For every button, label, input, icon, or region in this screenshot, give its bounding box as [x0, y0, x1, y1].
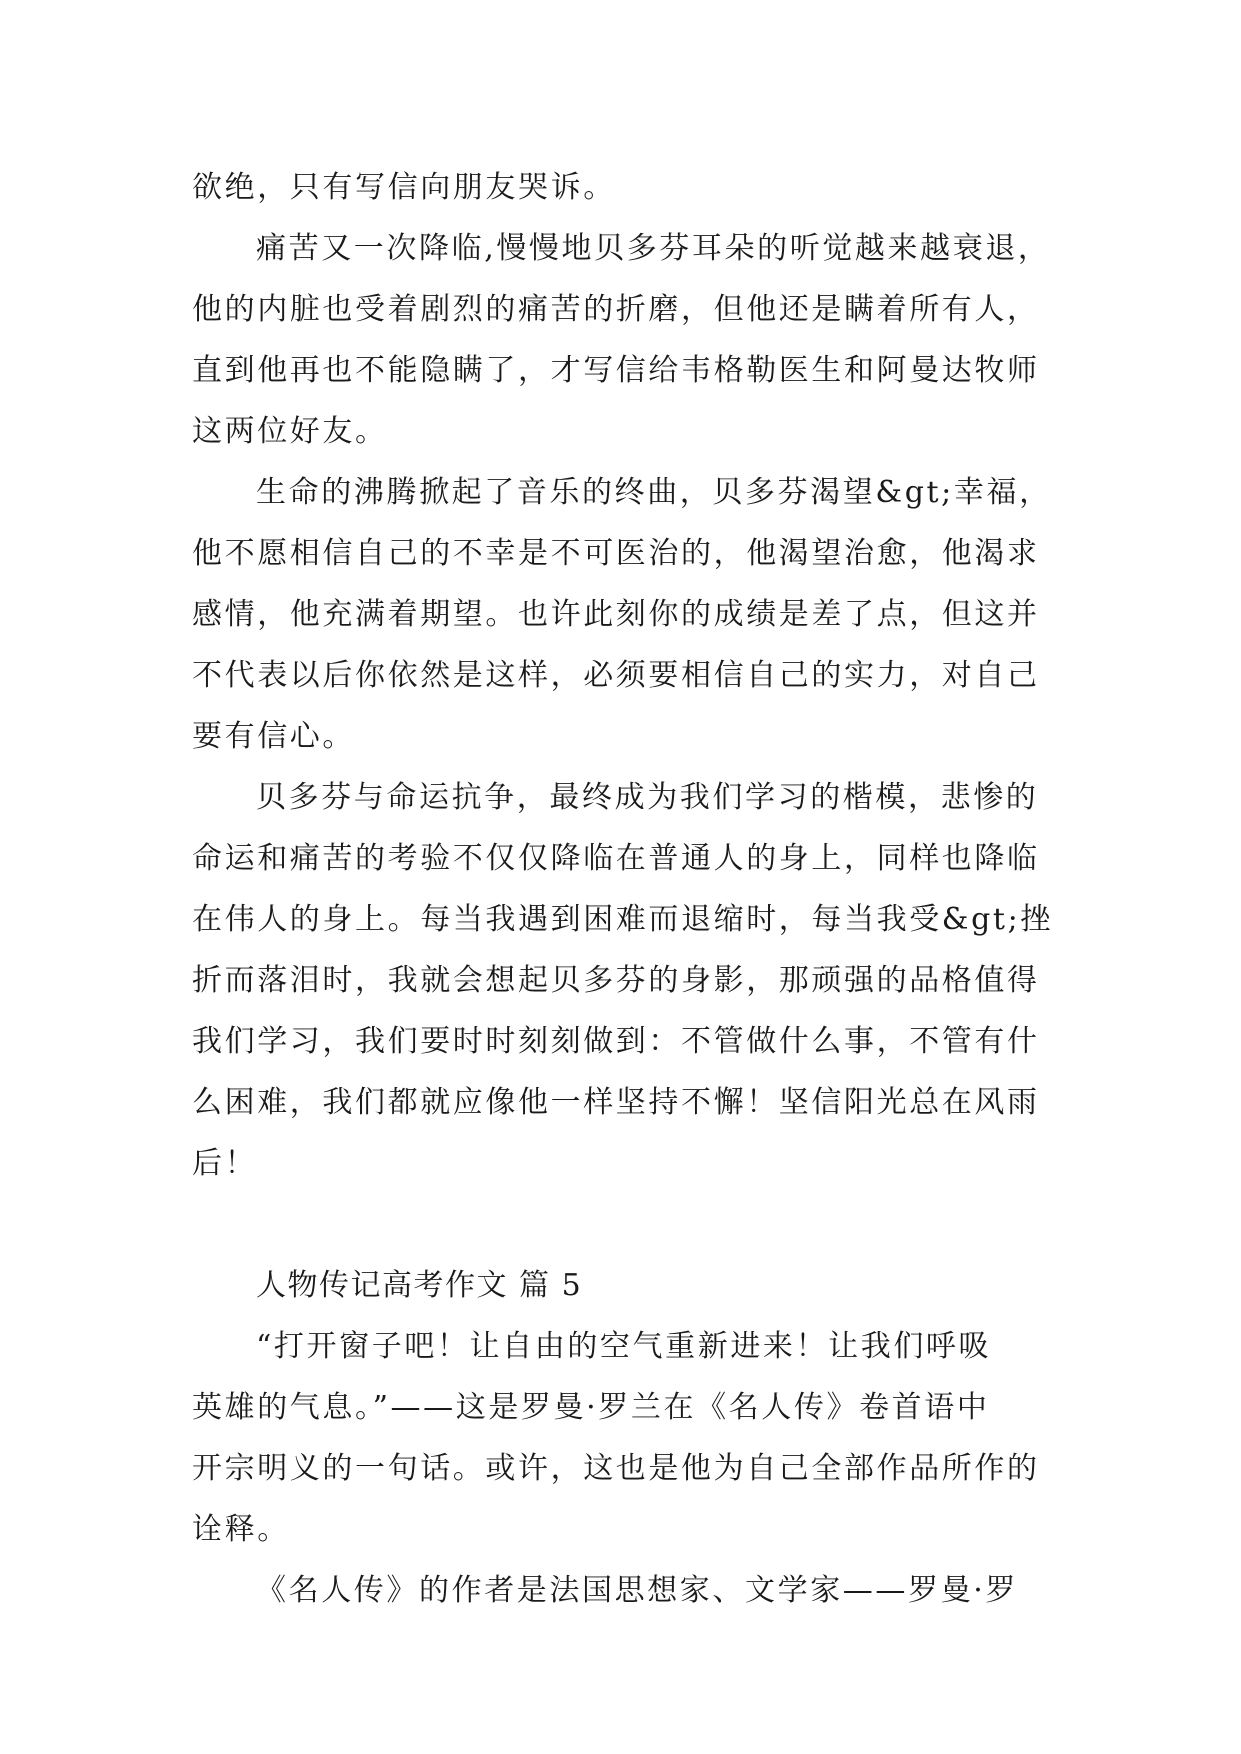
paragraph-start: “打开窗子吧！让自由的空气重新进来！让我们呼吸 — [256, 1329, 992, 1364]
text-line: 后！ — [192, 1146, 258, 1181]
text-line: 不代表以后你依然是这样，必须要相信自己的实力，对自己 — [192, 658, 1040, 693]
paragraph-start: 痛苦又一次降临,慢慢地贝多芬耳朵的听觉越来越衰退， — [256, 231, 1051, 266]
text-line: 在伟人的身上。每当我遇到困难而退缩时，每当我受&gt;挫 — [192, 902, 1053, 937]
paragraph-start: 《名人传》的作者是法国思想家、文学家——罗曼·罗 — [256, 1573, 1018, 1608]
text-line: 折而落泪时，我就会想起贝多芬的身影，那顽强的品格值得 — [192, 963, 1040, 998]
text-line: 他的内脏也受着剧烈的痛苦的折磨，但他还是瞒着所有人， — [192, 292, 1040, 327]
text-line: 这两位好友。 — [192, 414, 388, 449]
text-line: 命运和痛苦的考验不仅仅降临在普通人的身上，同样也降临 — [192, 841, 1040, 876]
text-line: 诠释。 — [192, 1512, 290, 1547]
text-line: 直到他再也不能隐瞒了，才写信给韦格勒医生和阿曼达牧师 — [192, 353, 1040, 388]
text-line: 开宗明义的一句话。或许，这也是他为自己全部作品所作的 — [192, 1451, 1040, 1486]
text-line: 么困难，我们都就应像他一样坚持不懈！坚信阳光总在风雨 — [192, 1085, 1040, 1120]
paragraph-start: 贝多芬与命运抗争，最终成为我们学习的楷模，悲惨的 — [256, 780, 1039, 815]
text-line: 要有信心。 — [192, 719, 355, 754]
text-line: 他不愿相信自己的不幸是不可医治的，他渴望治愈，他渴求 — [192, 536, 1040, 571]
paragraph-start: 生命的沸腾掀起了音乐的终曲，贝多芬渴望&gt;幸福， — [256, 475, 1052, 510]
text-line: 感情，他充满着期望。也许此刻你的成绩是差了点，但这并 — [192, 597, 1040, 632]
section-heading: 人物传记高考作文 篇 5 — [256, 1268, 583, 1303]
text-line: 欲绝，只有写信向朋友哭诉。 — [192, 170, 616, 205]
text-line: 我们学习，我们要时时刻刻做到：不管做什么事，不管有什 — [192, 1024, 1040, 1059]
text-line: 英雄的气息。”——这是罗曼·罗兰在《名人传》卷首语中 — [192, 1390, 990, 1425]
